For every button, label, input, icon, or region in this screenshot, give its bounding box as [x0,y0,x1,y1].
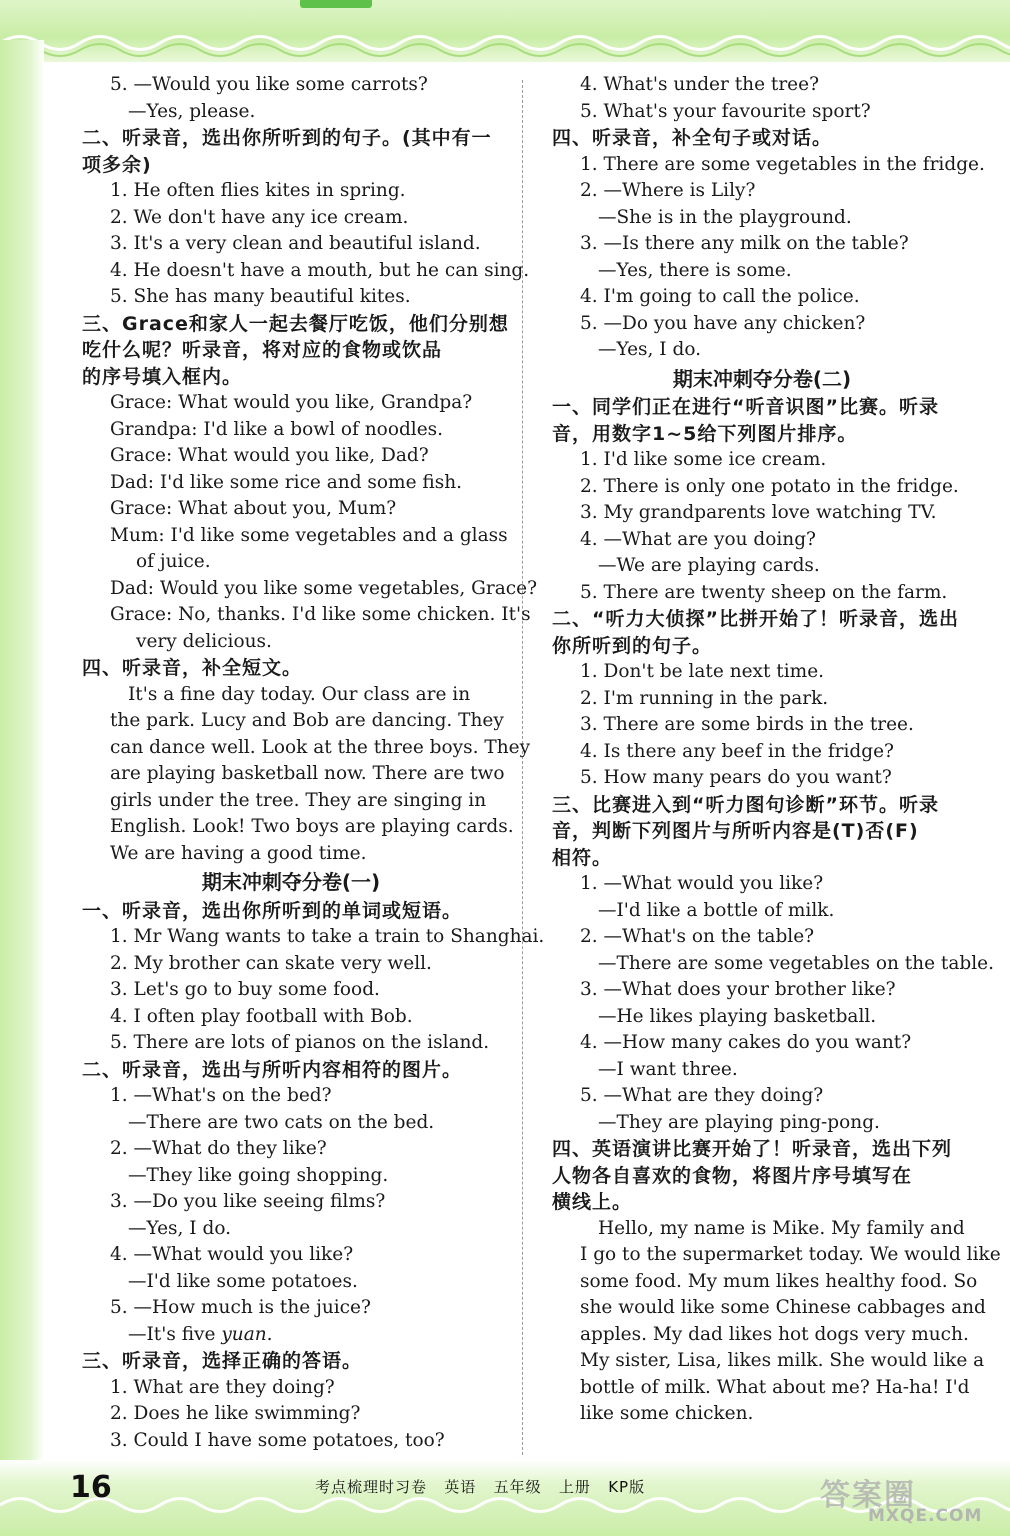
question-heading: 相符。 [552,846,613,869]
transcript-line: Grandpa: I'd like a bowl of noodles. [110,418,444,440]
transcript-line: 1. He often flies kites in spring. [110,180,406,201]
transcript-line: 2. There is only one potato in the fridge. [580,475,959,497]
transcript-line: 3. My grandparents love watching TV. [580,502,937,523]
transcript-line: —Yes, I do. [128,1217,232,1239]
transcript-line: —There are some vegetables on the table. [598,952,994,974]
transcript-line: —They like going shopping. [128,1164,389,1186]
left-column [82,72,545,1454]
page-number: 16 [70,1470,112,1505]
question-heading: 四、听录音，补全句子或对话。 [552,127,833,149]
transcript-line: 5. —What are they doing? [580,1085,824,1106]
question-heading: 二、听录音，选出与所听内容相符的图片。 [82,1058,463,1081]
transcript-line: 1. Mr Wang wants to take a train to Shanghai. [110,926,545,947]
question-heading: 吃什么呢？听录音，将对应的食物或饮品 [82,339,443,361]
transcript-line: Grace: What would you like, Grandpa? [110,392,473,413]
transcript-line: Grace: What about you, Mum? [110,498,397,519]
transcript-line: —There are two cats on the bed. [128,1111,435,1133]
transcript-line: —Yes, there is some. [598,259,792,281]
question-heading: 一、听录音，选出你所听到的单词或短语。 [82,899,463,922]
transcript-line: 4. I often play football with Bob. [110,1005,413,1027]
transcript-line: Grace: No, thanks. I'd like some chicken. It's [110,604,531,625]
transcript-line: 4. —What are you doing? [580,528,816,550]
transcript-line: 3. —What does your brother like? [580,979,896,1000]
transcript-line: 4. He doesn't have a mouth, but he can sing. [110,259,530,281]
transcript-line: 5. What's your favourite sport? [580,100,871,122]
transcript-line: 5. There are twenty sheep on the farm. [580,581,948,603]
transcript-line: very delicious. [136,630,272,652]
transcript-line: 2. —Where is Lily? [580,180,756,201]
question-heading: 项多余) [82,153,152,176]
transcript-line: Dad: I'd like some rice and some fish. [110,471,463,493]
watermark-text: 答案圈 [820,1478,916,1513]
transcript-line: —He likes playing basketball. [598,1005,877,1027]
transcript-line: 4. What's under the tree? [580,74,820,95]
italic-word: yuan [221,1323,267,1345]
transcript-line: —Yes, I do. [598,339,702,360]
transcript-line: 2. I'm running in the park. [580,687,829,709]
transcript-line: she would like some Chinese cabbages and [580,1297,986,1318]
transcript-line: 3. It's a very clean and beautiful island. [110,233,481,254]
question-heading: 二、“听力大侦探”比拼开始了！听录音，选出 [552,608,959,630]
transcript-line: 2. Does he like swimming? [110,1403,361,1424]
transcript-line: Dad: Would you like some vegetables, Grace? [110,577,538,599]
transcript-line: girls under the tree. They are singing in [110,789,487,811]
transcript-line: —I'd like some potatoes. [128,1270,358,1292]
transcript-line: —We are playing cards. [598,555,820,576]
question-heading: 音，判断下列图片与所听内容是(T)否(F) [552,820,919,842]
transcript-line: 3. Could I have some potatoes, too? [110,1429,445,1451]
transcript-line: 1. —What would you like? [580,873,824,894]
transcript-line: of juice. [136,551,211,572]
transcript-line: are playing basketball now. There are two [110,763,505,784]
transcript-line: bottle of milk. What about me? Ha-ha! I'd [580,1376,970,1398]
section-title: 期末冲刺夺分卷(一) [201,870,381,894]
question-heading: 你所听到的句子。 [552,634,713,657]
transcript-line: 3. —Do you like seeing films? [110,1191,386,1212]
question-heading: 一、同学们正在进行“听音识图”比赛。听录 [552,396,939,418]
transcript-line: can dance well. Look at the three boys. They [110,736,531,758]
section-title: 期末冲刺夺分卷(二) [672,366,852,391]
transcript-line: 1. Don't be late next time. [580,661,825,682]
transcript-line: 5. There are lots of pianos on the island. [110,1032,490,1053]
transcript-line: some food. My mum likes healthy food. So [580,1270,978,1292]
question-heading: 三、听录音，选择正确的答语。 [82,1350,363,1372]
top-wave-decoration [0,28,1010,58]
transcript-line: like some chicken. [580,1403,754,1424]
transcript-line: —She is in the playground. [598,206,852,228]
transcript-line: the park. Lucy and Bob are dancing. They [110,710,504,731]
top-border-decoration [0,0,1010,62]
transcript-line: 2. My brother can skate very well. [110,952,432,974]
transcript-line: —I'd like a bottle of milk. [598,899,835,921]
question-heading: 的序号填入框内。 [82,365,243,388]
transcript-line: 1. There are some vegetables in the fridge. [580,153,985,175]
question-heading: 人物各自喜欢的食物，将图片序号填写在 [552,1164,913,1187]
transcript-line: Hello, my name is Mike. My family and [598,1217,965,1239]
transcript-line: 4. I'm going to call the police. [580,286,860,307]
transcript-line: 1. What are they doing? [110,1376,335,1398]
top-tab-marker [300,0,372,8]
question-heading: 音，用数字1~5给下列图片排序。 [552,422,858,445]
transcript-line: 4. —How many cakes do you want? [580,1032,912,1053]
transcript-line: Grace: What would you like, Dad? [110,445,429,466]
transcript-line: My sister, Lisa, likes milk. She would like a [580,1350,985,1371]
transcript-line: apples. My dad likes hot dogs very much. [580,1323,969,1345]
book-info: 考点梳理时习卷 英语 五年级 上册 KP版 [315,1478,646,1496]
transcript-line: 4. —What would you like? [110,1244,354,1265]
transcript-line: —It's five yuan. [128,1323,273,1345]
transcript-line: —Yes, please. [128,100,256,122]
transcript-line: 2. We don't have any ice cream. [110,206,409,228]
question-heading: 横线上。 [552,1191,633,1213]
transcript-line: 5. She has many beautiful kites. [110,286,411,307]
transcript-line: We are having a good time. [110,842,367,864]
right-column [552,72,1001,1428]
transcript-line: —They are playing ping-pong. [598,1111,880,1133]
transcript-line: 3. —Is there any milk on the table? [580,233,909,254]
watermark-logo [820,1470,1000,1530]
transcript-line: 5. —Do you have any chicken? [580,312,866,334]
transcript-line: 5. —How much is the juice? [110,1297,371,1318]
watermark-url: MXQE.COM [868,1506,983,1526]
transcript-line: 2. —What's on the table? [580,926,815,947]
transcript-line: 5. How many pears do you want? [580,767,892,788]
transcript-line: 3. Let's go to buy some food. [110,979,380,1000]
transcript-line: 4. Is there any beef in the fridge? [580,740,894,762]
transcript-line: 1. I'd like some ice cream. [580,449,827,470]
transcript-line: 5. —Would you like some carrots? [110,74,428,95]
question-heading: 四、英语演讲比赛开始了！听录音，选出下列 [552,1138,953,1160]
column-divider [522,80,523,1455]
question-heading: 三、比赛进入到“听力图句诊断”环节。听录 [552,793,939,816]
question-heading: 四、听录音，补全短文。 [82,657,303,679]
transcript-line: English. Look! Two boys are playing cards. [110,816,514,837]
question-heading: 三、Grace和家人一起去餐厅吃饭，他们分别想 [82,312,509,335]
transcript-line: 2. —What do they like? [110,1138,327,1159]
transcript-line: —I want three. [598,1058,738,1080]
question-heading: 二、听录音，选出你所听到的句子。(其中有一 [82,127,492,149]
transcript-line: 1. —What's on the bed? [110,1085,332,1106]
transcript-line: 3. There are some birds in the tree. [580,714,914,735]
transcript-line: It's a fine day today. Our class are in [128,683,471,705]
transcript-line: I go to the supermarket today. We would like [580,1244,1001,1265]
left-border-decoration [0,40,44,1460]
transcript-line: Mum: I'd like some vegetables and a glass [110,524,508,546]
